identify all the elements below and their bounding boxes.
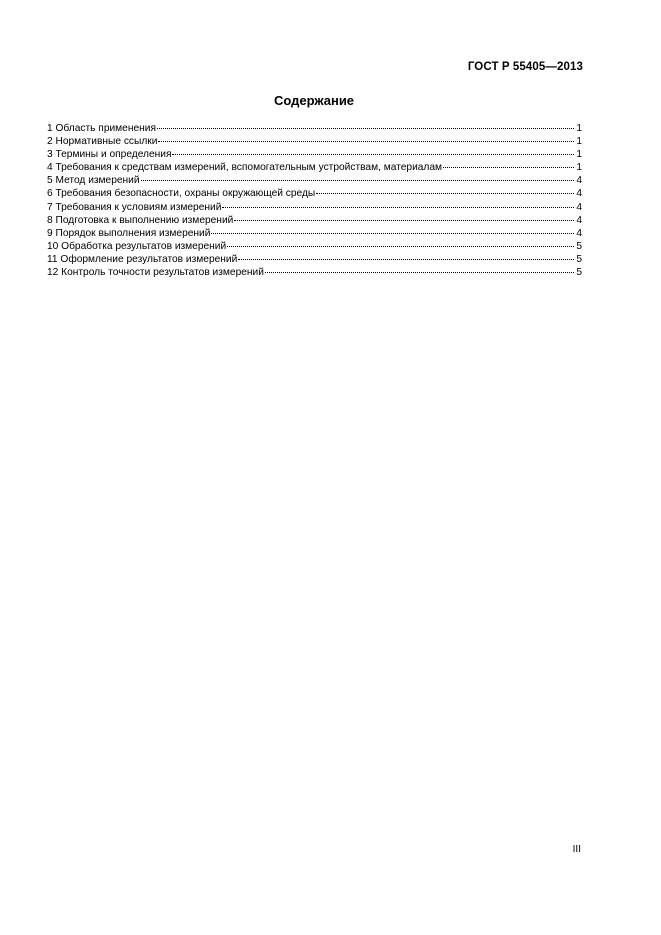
toc-entry-page: 4 <box>576 175 582 187</box>
toc-leader-dots <box>234 220 574 221</box>
toc-entry[interactable] <box>47 227 582 240</box>
toc-entry[interactable] <box>47 135 582 148</box>
toc-leader-dots <box>227 246 574 247</box>
toc-entry-page: 4 <box>576 227 582 239</box>
toc-leader-dots <box>157 128 574 129</box>
toc-entry-page: 5 <box>576 253 582 265</box>
toc-leader-dots <box>316 193 574 194</box>
toc-leader-dots <box>265 272 574 273</box>
toc-entry-page: 4 <box>576 188 582 200</box>
toc-entry[interactable] <box>47 214 582 227</box>
toc-entry-label: 11 Оформление результатов измерений <box>47 253 238 265</box>
toc-entry-page: 1 <box>576 149 582 161</box>
toc-leader-dots <box>443 167 574 168</box>
toc-entry-label: 2 Нормативные ссылки <box>47 136 158 148</box>
toc-entry-page: 1 <box>576 123 582 134</box>
table-of-contents <box>47 122 582 279</box>
toc-entry-label: 6 Требования безопасности, охраны окружающей среды <box>47 188 316 200</box>
toc-leader-dots <box>222 207 574 208</box>
page-number: III <box>572 844 581 855</box>
toc-entry-label: 8 Подготовка к выполнению измерений <box>47 214 234 226</box>
toc-entry-label: 5 Метод измерений <box>47 175 140 187</box>
toc-leader-dots <box>211 233 574 234</box>
toc-entry-page: 5 <box>576 240 582 252</box>
toc-entry-label: 1 Область применения <box>47 123 156 134</box>
toc-entry[interactable] <box>47 122 582 135</box>
toc-entry-label: 10 Обработка результатов измерений <box>47 240 227 252</box>
toc-leader-dots <box>238 259 574 260</box>
toc-entry[interactable] <box>47 148 582 161</box>
toc-entry[interactable] <box>47 187 582 200</box>
toc-leader-dots <box>158 141 574 142</box>
toc-entry[interactable] <box>47 240 582 253</box>
toc-entry-page: 1 <box>576 136 582 148</box>
toc-entry-page: 4 <box>576 201 582 213</box>
toc-leader-dots <box>141 180 575 181</box>
toc-entry-page: 1 <box>576 162 582 174</box>
toc-entry[interactable] <box>47 161 582 174</box>
document-code: ГОСТ Р 55405—2013 <box>467 61 583 73</box>
toc-entry-label: 7 Требования к условиям измерений <box>47 201 222 213</box>
toc-entry-label: 3 Термины и определения <box>47 149 172 161</box>
toc-entry[interactable] <box>47 201 582 214</box>
toc-entry[interactable] <box>47 266 582 279</box>
toc-entry-page: 5 <box>576 267 582 279</box>
toc-entry-page: 4 <box>576 214 582 226</box>
toc-title: Содержание <box>273 93 355 108</box>
toc-entry-label: 4 Требования к средствам измерений, вспомогательным устройствам, материалам <box>47 162 443 174</box>
toc-entry-label: 12 Контроль точности результатов измерений <box>47 267 264 279</box>
toc-entry-label: 9 Порядок выполнения измерений <box>47 227 211 239</box>
toc-leader-dots <box>172 154 574 155</box>
toc-entry[interactable] <box>47 174 582 187</box>
toc-entry[interactable] <box>47 253 582 266</box>
